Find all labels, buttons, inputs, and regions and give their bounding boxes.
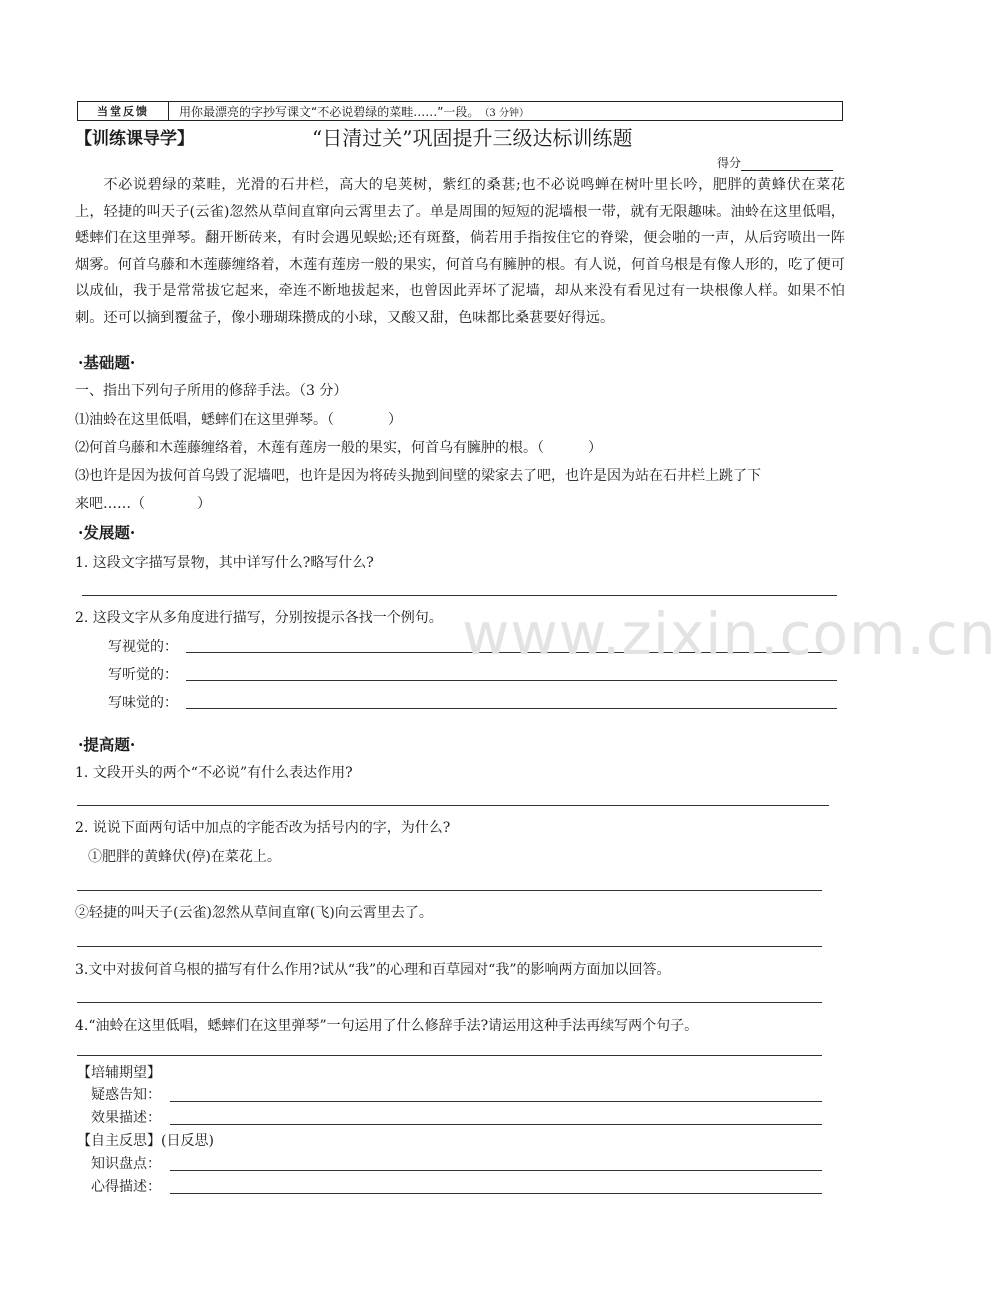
answer-line[interactable]: [170, 1193, 822, 1194]
basic-question-2: [75, 437, 602, 457]
basic-question-3-line1: ⑶也许是因为拔何首乌毁了泥墙吧，也许是因为将砖头抛到间壁的梁家去了吧，也许是因为站在石井栏上跳了下: [75, 468, 761, 484]
doubt-label: 疑惑告知：: [91, 1087, 161, 1103]
answer-line[interactable]: [77, 805, 829, 806]
basic-question-1-close: ）: [388, 412, 402, 428]
insight-label: 心得描述：: [91, 1179, 161, 1195]
answer-line[interactable]: [77, 1055, 822, 1056]
answer-line[interactable]: [186, 680, 837, 681]
basic-question-3-close: ）: [197, 496, 211, 512]
answer-line[interactable]: [170, 1101, 822, 1102]
answer-line[interactable]: [170, 1170, 822, 1171]
improve-question-1: 1. 文段开头的两个“不必说”有什么表达作用?: [75, 765, 353, 781]
feedback-text: 用你最漂亮的字抄写课文“不必说碧绿的菜畦……”一段。: [179, 104, 480, 119]
basic-question-3-text: 来吧……（: [75, 496, 145, 512]
answer-line[interactable]: [77, 1002, 822, 1003]
answer-line[interactable]: [186, 708, 837, 709]
improve-question-3: 3.文中对拔何首乌根的描写有什么作用?试从“我”的心理和百草园对“我”的影响两方面加以回答。: [75, 962, 671, 978]
feedback-label: 当堂反馈: [78, 102, 169, 120]
feedback-time: （3 分钟）: [479, 107, 529, 119]
audio-label: 写听觉的：: [108, 667, 178, 683]
improve-question-2: 2. 说说下面两句话中加点的字能否改为括号内的字，为什么?: [75, 820, 451, 836]
score-blank[interactable]: [741, 158, 833, 171]
guidance-title: 【培辅期望】: [77, 1065, 161, 1081]
watermark: www.zixin.com.cn: [462, 600, 997, 668]
page-title: “日清过关”巩固提升三级达标训练题: [312, 126, 633, 150]
reflect-subtitle: (日反思): [161, 1133, 214, 1149]
effect-label: 效果描述：: [91, 1110, 161, 1126]
feedback-instruction: [169, 102, 529, 120]
visual-label: 写视觉的：: [108, 639, 178, 655]
basic-question-2-close: ）: [588, 440, 602, 456]
basic-question-3-line2: [75, 493, 211, 513]
develop-question-1: 1. 这段文字描写景物，其中详写什么?略写什么?: [75, 555, 374, 571]
basic-question-1-text: ⑴油蛉在这里低唱，蟋蟀们在这里弹琴。（: [75, 412, 334, 428]
improve-question-2b: ②轻捷的叫天子(云雀)忽然从草间直窜(飞)向云霄里去了。: [75, 905, 433, 921]
score-label: 得分: [717, 156, 742, 170]
improve-heading: ·提高题·: [78, 735, 136, 754]
feedback-table: [77, 101, 843, 121]
develop-heading: ·发展题·: [78, 523, 136, 542]
section-title: 【训练课导学】: [75, 129, 194, 149]
basic-question-2-text: ⑵何首乌藤和木莲藤缠络着，木莲有莲房一般的果实，何首乌有臃肿的根。（: [75, 440, 544, 456]
answer-line[interactable]: [77, 946, 822, 947]
basic-instruction: 一、指出下列句子所用的修辞手法。（3 分）: [75, 383, 348, 399]
develop-question-2: 2. 这段文字从多角度进行描写，分别按提示各找一个例句。: [75, 610, 443, 626]
taste-label: 写味觉的：: [108, 695, 178, 711]
basic-heading: ·基础题·: [78, 353, 136, 372]
knowledge-label: 知识盘点：: [91, 1156, 161, 1172]
reflect-title: [77, 1130, 214, 1150]
answer-line[interactable]: [77, 890, 822, 891]
improve-question-4: 4.“油蛉在这里低唱，蟋蟀们在这里弹琴”一句运用了什么修辞手法?请运用这种手法再续写两个句子。: [75, 1018, 699, 1034]
improve-question-2a: ①肥胖的黄蜂伏(停)在菜花上。: [88, 849, 281, 865]
basic-question-1: [75, 409, 402, 429]
answer-line[interactable]: [82, 595, 837, 596]
reading-passage: 不必说碧绿的菜畦，光滑的石井栏，高大的皂荚树，紫红的桑葚;也不必说鸣蝉在树叶里长吟，肥胖的黄蜂伏在菜花上，轻捷的叫天子(云雀)忽然从草间直窜向云霄里去了。单是周围的短短的泥墙根一带，就有无限趣味。油蛉在这里低唱，蟋蟀们在这里弹琴。翻开断砖来，有时会遇见蜈蚣;还有斑蝥，倘若用手指按住它的脊梁，便会啪的一声，从后窍喷出一阵烟雾。何首乌藤和木莲藤缠络着，木莲有莲房一般的果实，何首乌有臃肿的根。有人说，何首乌根是有像人形的，吃了便可以成仙，我于是常常拔它起来，牵连不断地拔起来，也曾因此弄坏了泥墙，却从来没有看见过有一块根像人样。如果不怕刺。还可以摘到覆盆子，像小珊瑚珠攒成的小球，又酸又甜，色味都比桑葚要好得远。: [75, 177, 845, 326]
reflect-title-text: 【自主反思】: [77, 1133, 161, 1149]
answer-line[interactable]: [170, 1124, 822, 1125]
score-field: [717, 154, 833, 171]
